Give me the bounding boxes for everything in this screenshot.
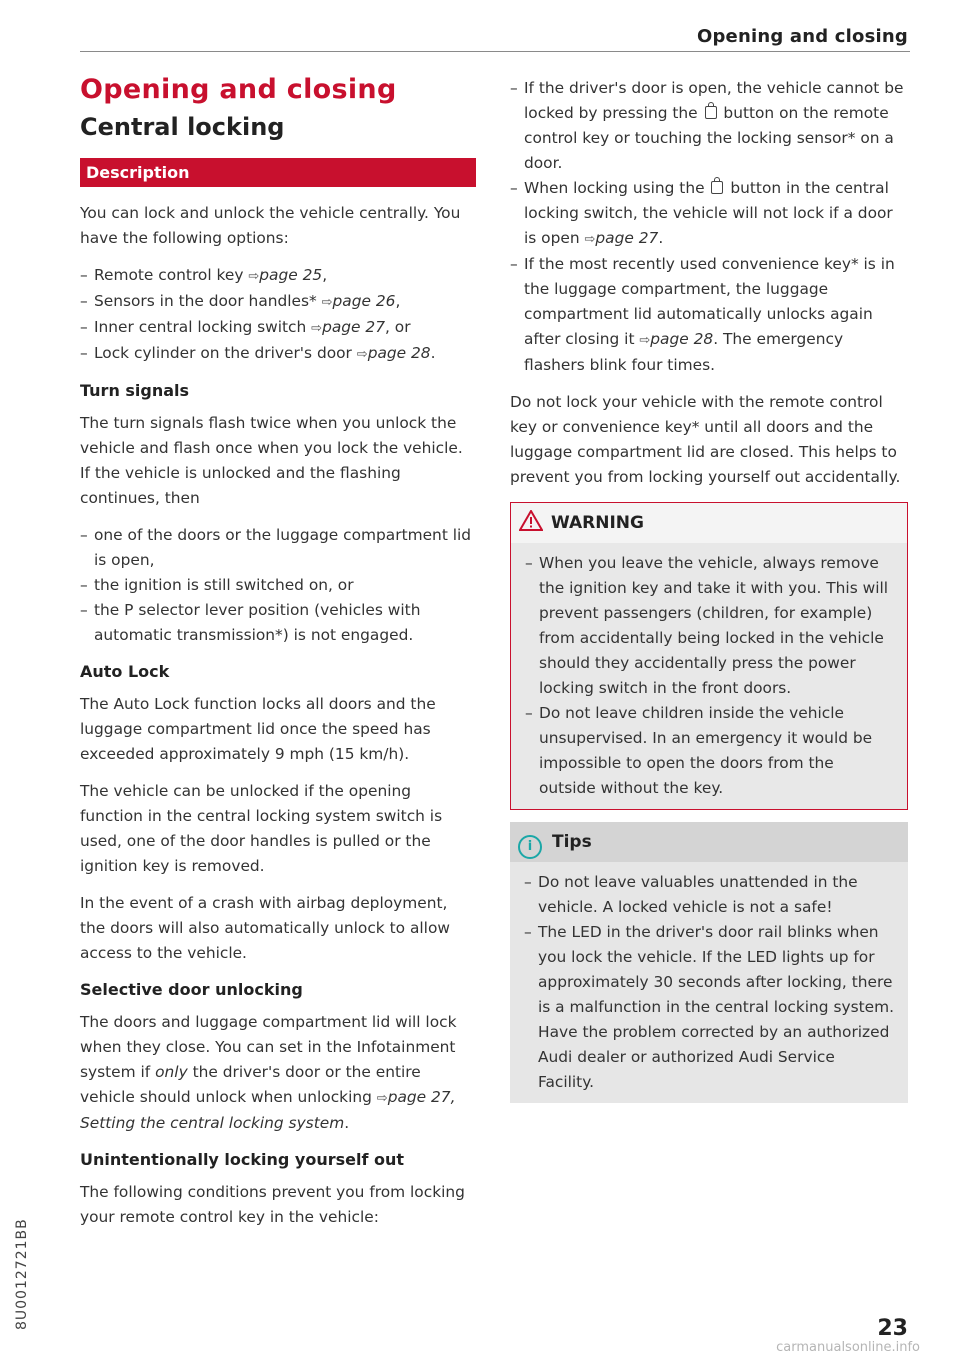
lock-button-icon <box>711 181 723 194</box>
list-item: – The LED in the driver's door rail blinks when you lock the vehicle. If the LED lights up for approximately 30 seconds after locking, there is a malfunction in the central locking system. Have the problem corrected by an authorized Audi dealer or authorized Audi Service Facility. <box>524 920 894 1095</box>
page-link[interactable]: page 27 <box>595 229 659 247</box>
chapter-title: Opening and closing <box>80 74 397 105</box>
tips-title: Tips <box>552 832 592 852</box>
list-item: – When you leave the vehicle, always remove the ignition key and take it with you. This will prevent passengers (children, for example) from accidentally being locked in the vehicle should they accidentally press the power locking switch in the front doors. <box>525 551 893 701</box>
section-title: Central locking <box>80 113 285 141</box>
unintentional-lockout-heading: Unintentionally locking yourself out <box>80 1150 405 1169</box>
warning-triangle-icon <box>519 510 543 531</box>
list-item: – When locking using the button in the central locking switch, the vehicle will not lock if a door is open ⇨page 27. <box>510 176 908 252</box>
arrow-right-icon: ⇨ <box>356 347 368 362</box>
document-code: 8U0012721BB <box>14 1218 30 1330</box>
running-header: Opening and closing <box>696 26 908 47</box>
list-item: – Remote control key ⇨page 25, <box>80 263 476 289</box>
intro-paragraph: You can lock and unlock the vehicle centrally. You have the following options: <box>80 204 461 247</box>
lockout-paragraph: Do not lock your vehicle with the remote control key or convenience key* until all doors and the luggage compartment lid are closed. This helps to prevent you from locking yourself out accidentally. <box>510 393 901 486</box>
turn-signals-heading: Turn signals <box>80 381 190 400</box>
auto-lock-paragraph-3: In the event of a crash with airbag deployment, the doors will also automatically unlock to allow access to the vehicle. <box>80 894 450 962</box>
selective-unlocking-heading: Selective door unlocking <box>80 980 303 999</box>
warning-header <box>511 503 907 543</box>
selective-unlocking-paragraph: The doors and luggage compartment lid will lock when they close. You can set in the Infotainment system if only the driver's door or the entire vehicle should unlock when unlocking ⇨page 27, Setting the central locking system. <box>80 1013 457 1132</box>
list-item: – one of the doors or the luggage compartment lid is open, <box>80 523 476 573</box>
list-item: – Lock cylinder on the driver's door ⇨page 28. <box>80 341 476 367</box>
lock-button-icon <box>705 106 717 119</box>
page-link[interactable]: page 26 <box>332 292 396 310</box>
arrow-right-icon: ⇨ <box>584 232 596 247</box>
arrow-right-icon: ⇨ <box>311 321 323 336</box>
turn-signals-list <box>80 523 476 648</box>
arrow-right-icon: ⇨ <box>639 333 651 348</box>
auto-lock-heading: Auto Lock <box>80 662 170 681</box>
tips-header <box>510 822 908 862</box>
lockout-conditions-list <box>510 76 908 378</box>
warning-list <box>511 543 907 809</box>
arrow-right-icon: ⇨ <box>321 295 333 310</box>
options-list <box>80 263 476 367</box>
turn-signals-paragraph: The turn signals flash twice when you unlock the vehicle and flash once when you lock the vehicle. If the vehicle is unlocked and the flashing continues, then <box>80 414 463 507</box>
list-item: – Do not leave children inside the vehicle unsupervised. In an emergency it would be impossible to open the doors from the outside without the key. <box>525 701 893 801</box>
page-link[interactable]: page 28 <box>650 330 714 348</box>
warning-title: WARNING <box>551 513 644 533</box>
arrow-right-icon: ⇨ <box>376 1091 388 1106</box>
list-item: – the P selector lever position (vehicles with automatic transmission*) is not engaged. <box>80 598 476 648</box>
header-rule <box>80 51 910 52</box>
page-link[interactable]: page 27 <box>322 318 385 336</box>
page-link[interactable]: page 27, Setting the central locking system <box>80 1088 456 1132</box>
list-item: – the ignition is still switched on, or <box>80 573 476 598</box>
auto-lock-paragraph-2: The vehicle can be unlocked if the opening function in the central locking system switch is used, one of the door handles is pulled or the ignition key is removed. <box>80 782 443 875</box>
emphasis-only: only <box>155 1063 188 1081</box>
right-column <box>510 76 908 1103</box>
list-item: – Do not leave valuables unattended in the vehicle. A locked vehicle is not a safe! <box>524 870 894 920</box>
left-column <box>80 70 476 1242</box>
tips-box <box>510 822 908 1103</box>
page-number: 23 <box>877 1316 908 1341</box>
tips-list <box>510 862 908 1103</box>
description-bar: Description <box>80 158 476 187</box>
info-circle-icon: i <box>518 835 542 859</box>
watermark: carmanualsonline.info <box>776 1340 920 1355</box>
list-item: – Sensors in the door handles* ⇨page 26, <box>80 289 476 315</box>
auto-lock-paragraph-1: The Auto Lock function locks all doors and the luggage compartment lid once the speed has exceeded approximately 9 mph (15 km/h). <box>80 695 436 763</box>
page-link[interactable]: page 25 <box>259 266 323 284</box>
unintentional-lockout-paragraph: The following conditions prevent you from locking your remote control key in the vehicle: <box>80 1183 465 1226</box>
list-item: – Inner central locking switch ⇨page 27, or <box>80 315 476 341</box>
list-item: – If the most recently used convenience key* is in the luggage compartment, the luggage compartment lid automatically unlocks again after closing it ⇨page 28. The emergency flashers blink four times. <box>510 252 908 378</box>
list-item: – If the driver's door is open, the vehicle cannot be locked by pressing the button on the remote control key or touching the locking sensor* on a door. <box>510 76 908 176</box>
arrow-right-icon: ⇨ <box>248 269 260 284</box>
warning-box <box>510 502 908 810</box>
page-link[interactable]: page 28 <box>367 344 431 362</box>
